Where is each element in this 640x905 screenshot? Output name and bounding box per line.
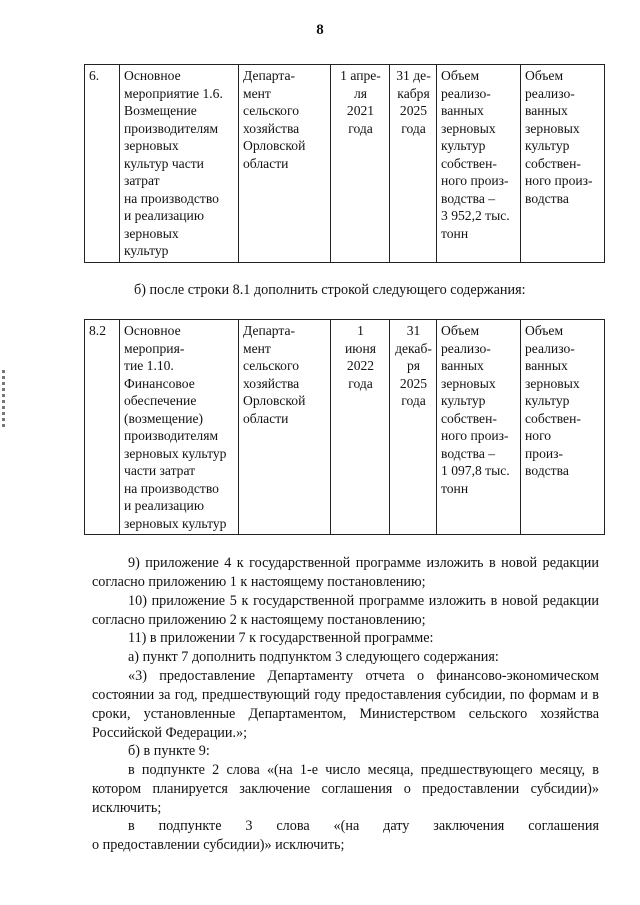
expected-result: Объем реализо- ванных зерновых культур собствен- ного произ- водства – 3 952,2 тыс. тонн [437, 65, 521, 263]
end-date: 31 де- кабря 2025 года [390, 65, 437, 263]
text-after-row-8-1: б) после строки 8.1 дополнить строкой следующего содержания: [134, 282, 526, 298]
start-date: 1 июня 2022 года [331, 320, 390, 535]
paragraph-subitem-2: в подпункте 2 слова «(на 1-е число месяца, предшествующего месяцу, в котором планируется заключение соглашения о предоставлении субсидии)» исключить; [92, 762, 599, 816]
paragraph-subitem-3-line2: о предоставлении субсидии)» исключить; [92, 837, 345, 853]
program-table-row-6 [84, 64, 605, 263]
program-table-row-8-2 [84, 319, 605, 535]
paragraph-quoted-subitem-3: «3) предоставление Департаменту отчета о финансово-экономическом состоянии за год, предшествующий году предоставления субсидии, по формам и в сроки, установленные Департаментом, Министерством сельского хозяйства Российской Федерации.»; [92, 668, 599, 741]
activity-name: Основное мероприятие 1.6. Возмещение производителям зерновых культур части затрат на производство и реализацию зерновых культур [120, 65, 239, 263]
paragraph-item-9: 9) приложение 4 к государственной программе изложить в новой редакции согласно приложению 1 к настоящему постановлению; [92, 555, 599, 590]
activity-name: Основное мероприя- тие 1.10. Финансовое обеспечение (возмещение) производителям зерновых культур части затрат на производство и реализацию зерновых культур [120, 320, 239, 535]
margin-binding-mark [2, 370, 5, 430]
end-date: 31 декаб- ря 2025 года [390, 320, 437, 535]
responsible-executor: Департа- мент сельского хозяйства Орловской области [239, 65, 331, 263]
target-indicator: Объем реализо- ванных зерновых культур собствен- ного произ- водства [521, 65, 605, 263]
paragraph-subitem-3-line1: в подпункте 3 слова «(на дату заключения соглашения [128, 818, 599, 834]
target-indicator: Объем реализо- ванных зерновых культур собствен- ного произ- водства [521, 320, 605, 535]
row-number: 6. [85, 65, 120, 263]
expected-result: Объем реализо- ванных зерновых культур собствен- ного произ- водства – 1 097,8 тыс. тонн [437, 320, 521, 535]
table-row [85, 320, 605, 535]
paragraph-item-10: 10) приложение 5 к государственной программе изложить в новой редакции согласно приложению 2 к настоящему постановлению; [92, 593, 599, 628]
start-date: 1 апре- ля 2021 года [331, 65, 390, 263]
paragraph-item-11: 11) в приложении 7 к государственной программе: [128, 630, 434, 646]
paragraph-item-a: а) пункт 7 дополнить подпунктом 3 следующего содержания: [128, 649, 499, 665]
table-row [85, 65, 605, 263]
row-number: 8.2 [85, 320, 120, 535]
responsible-executor: Департа- мент сельского хозяйства Орловской области [239, 320, 331, 535]
page-number: 8 [316, 22, 324, 38]
paragraph-item-b: б) в пункте 9: [128, 743, 210, 759]
